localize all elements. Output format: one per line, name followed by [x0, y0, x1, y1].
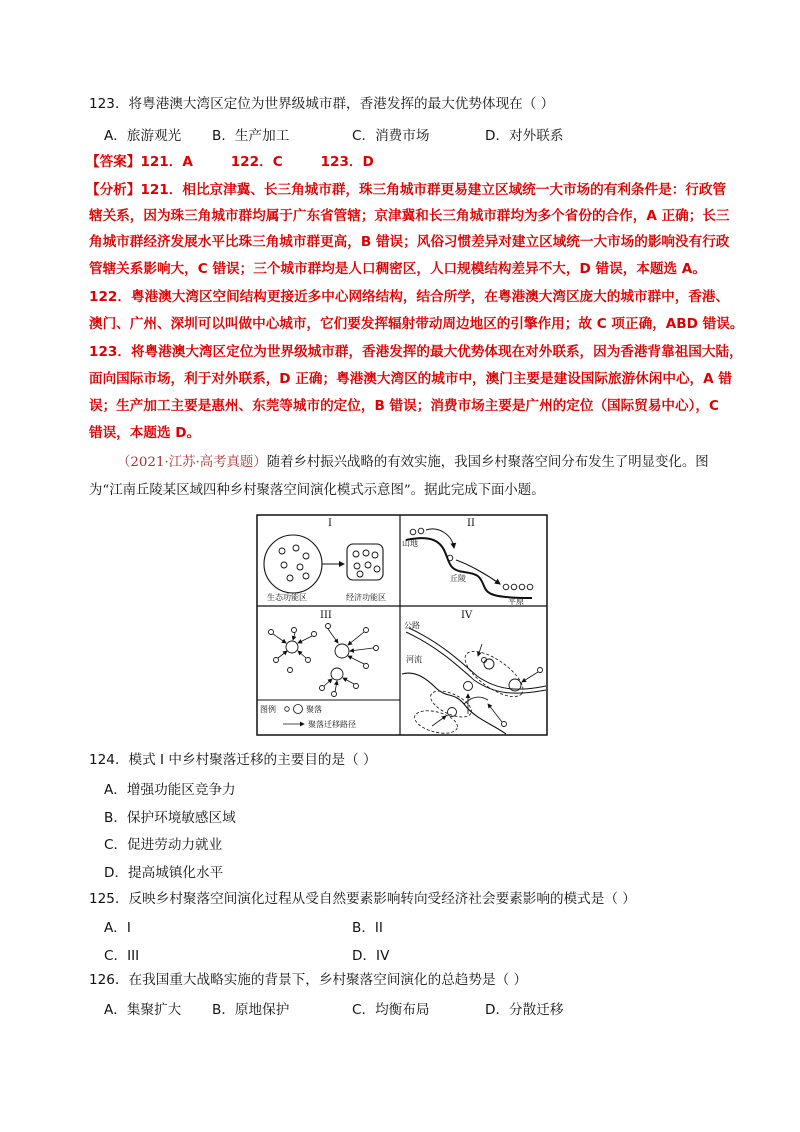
analysis-line-6: 123．将粤港澳大湾区定位为世界级城市群，香港发挥的最大优势体现在对外联系，因为香港背靠祖国大陆，	[89, 344, 743, 360]
q125-option-d: D．IV	[352, 948, 390, 964]
analysis-line-3: 管辖关系影响大，C 错误；三个城市群均是人口稠密区，人口规模结构差异不大，D 错误，本题选 A。	[89, 261, 706, 277]
q126-option-a: A．集聚扩大	[104, 1002, 182, 1018]
q125-option-c: C．III	[104, 948, 140, 964]
q126-option-c: C．均衡布局	[352, 1002, 430, 1018]
q123-option-a: A．旅游观光	[104, 128, 182, 144]
analysis-line-9: 错误，本题选 D。	[89, 425, 201, 441]
q123-option-b: B．生产加工	[212, 128, 290, 144]
q123-option-d: D．对外联系	[485, 128, 564, 144]
analysis-line-1: 辖关系，因为珠三角城市群均属于广东省管辖；京津冀和长三角城市群均为多个省份的合作，A 正确；长三	[89, 208, 730, 224]
mountain-label: 山地	[402, 539, 418, 548]
hill-label: 丘陵	[450, 574, 466, 583]
q126-option-d: D．分散迁移	[485, 1002, 564, 1018]
analysis-tag: 【分析】	[86, 182, 141, 198]
panel-ii-label: II	[467, 518, 475, 529]
q124-option-d: D．提高城镇化水平	[104, 865, 224, 881]
q124-option-a: A．增强功能区竞争力	[104, 782, 236, 798]
analysis-line-0: 【分析】121．相比京津冀、长三角城市群，珠三角城市群更易建立区域统一大市场的有利条件是：行政管	[86, 182, 727, 198]
question-124-stem: 124．模式 I 中乡村聚落迁移的主要目的是（ ）	[89, 752, 377, 768]
question-125-stem: 125．反映乡村聚落空间演化过程从受自然要素影响转向受经济社会要素影响的模式是（ ）	[89, 891, 636, 907]
answer-text: 121．A 122．C 123．D	[140, 154, 374, 170]
intro-line-1: （2021·江苏·高考真题）随着乡村振兴战略的有效实施，我国乡村聚落空间分布发生了明显变化。图	[117, 455, 709, 470]
intro-source: （2021·江苏·高考真题）	[117, 455, 267, 470]
panel-i-label: I	[328, 518, 332, 529]
q124-option-c: C．促进劳动力就业	[104, 837, 223, 853]
question-123-stem: 123．将粤港澳大湾区定位为世界级城市群，香港发挥的最大优势体现在（ ）	[89, 96, 555, 112]
analysis-line-8: 误；生产加工主要是惠州、东莞等城市的定位，B 错误；消费市场主要是广州的定位（国际贸易中心），C	[89, 398, 719, 414]
intro-line-2: 为“江南丘陵某区域四种乡村聚落空间演化模式示意图”。据此完成下面小题。	[89, 483, 545, 498]
q125-option-a: A．I	[104, 920, 131, 936]
analysis-line-2: 角城市群经济发展水平比珠三角城市群更高，B 错误；风俗习惯差异对建立区域统一大市场的影响没有行政	[89, 234, 730, 250]
settlement-evolution-figure	[256, 514, 548, 736]
panel-iv-label: IV	[461, 610, 473, 621]
road-label: 公路	[404, 621, 420, 630]
legend-path-label: 聚落迁移路径	[308, 720, 356, 729]
q124-option-b: B．保护环境敏感区域	[104, 810, 236, 826]
answer-tag: 【答案】	[86, 154, 141, 170]
eco-zone-label: 生态功能区	[267, 593, 307, 602]
analysis-line-4: 122．粤港澳大湾区空间结构更接近多中心网络结构，结合所学，在粤港澳大湾区庞大的城市群中，香港、	[89, 289, 730, 305]
legend-title: 图例	[260, 705, 276, 714]
plain-label: 平原	[508, 597, 524, 606]
q126-option-b: B．原地保护	[212, 1002, 290, 1018]
legend-settlement-label: 聚落	[306, 705, 322, 714]
analysis-line-5: 澳门、广州、深圳可以叫做中心城市，它们要发挥辐射带动周边地区的引擎作用；故 C 项正确，ABD 错误。	[89, 316, 744, 332]
panel-iii-label: III	[320, 610, 332, 621]
econ-zone-label: 经济功能区	[346, 593, 386, 602]
analysis-line-7: 面向国际市场，利于对外联系，D 正确；粤港澳大湾区的城市中，澳门主要是建设国际旅游休闲中心，A 错	[89, 371, 732, 387]
answer-line	[86, 152, 374, 172]
question-126-stem: 126．在我国重大战略实施的背景下，乡村聚落空间演化的总趋势是（ ）	[89, 972, 528, 988]
river-label: 河流	[406, 655, 422, 664]
q125-option-b: B．II	[352, 920, 383, 936]
q123-option-c: C．消费市场	[352, 128, 430, 144]
